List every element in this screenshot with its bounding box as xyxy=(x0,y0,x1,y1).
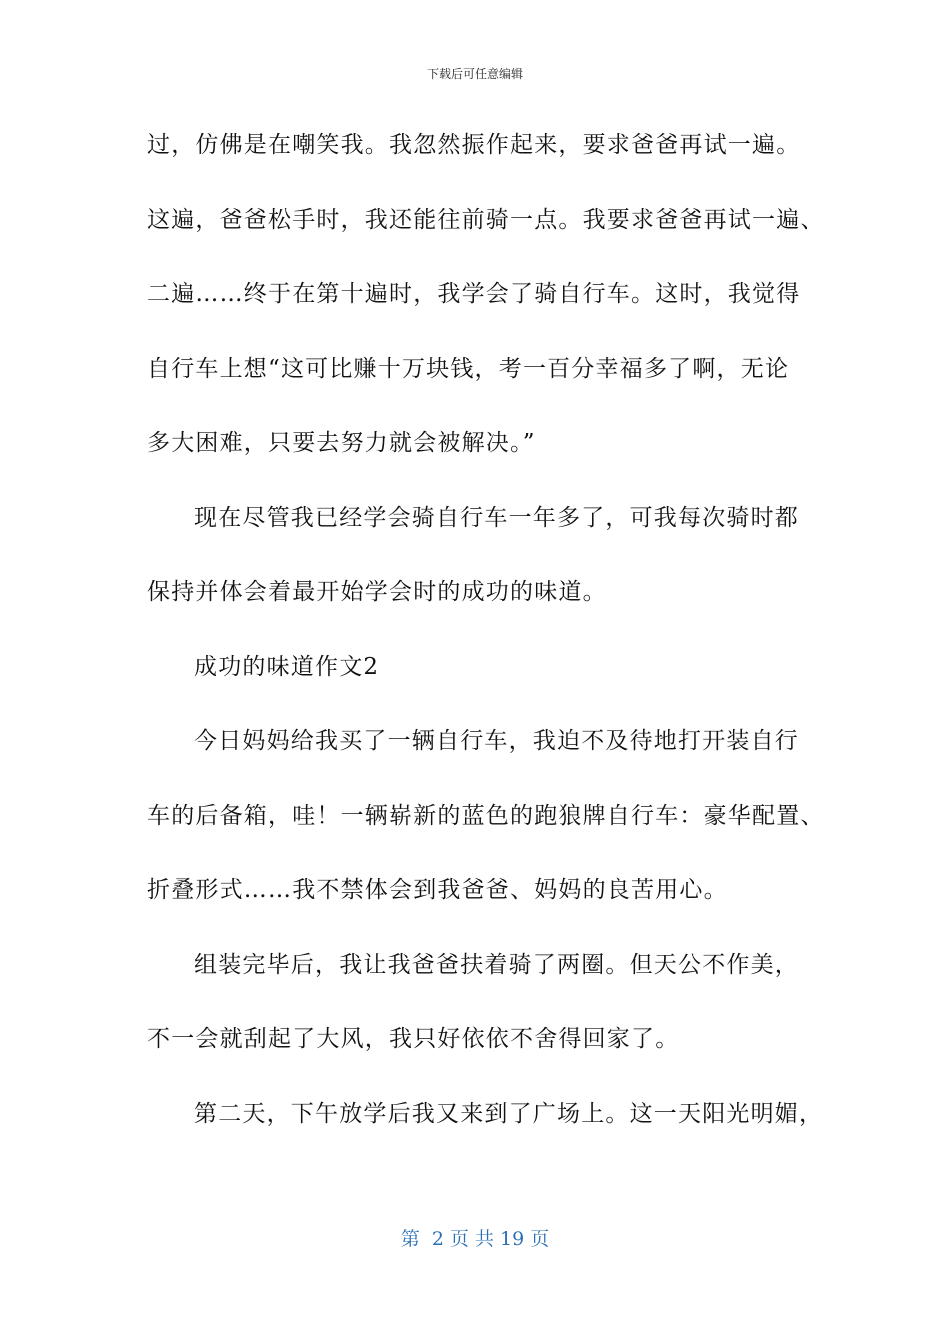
paragraph-start-line: 第二天，下午放学后我又来到了广场上。这一天阳光明媚， xyxy=(194,1100,824,1127)
text-line: 不一会就刮起了大风，我只好依依不舍得回家了。 xyxy=(147,1026,680,1052)
text-line: 多大困难，只要去努力就会被解决。” xyxy=(147,430,536,456)
paragraph-start-line: 组装完毕后，我让我爸爸扶着骑了两圈。但天公不作美， xyxy=(194,951,799,978)
page-header: 下载后可任意编辑 xyxy=(426,67,523,81)
paragraph-start-line: 现在尽管我已经学会骑自行车一年多了，可我每次骑时都 xyxy=(194,504,799,531)
text-line: 过，仿佛是在嘲笑我。我忽然振作起来，要求爸爸再试一遍。 xyxy=(147,132,801,158)
text-line: 折叠形式……我不禁体会到我爸爸、妈妈的良苦用心。 xyxy=(147,877,728,903)
text-line: 自行车上想“这可比赚十万块钱，考一百分幸福多了啊，无论 xyxy=(147,355,790,382)
document-body xyxy=(147,126,825,1169)
text-line: 这遍，爸爸松手时，我还能往前骑一点。我要求爸爸再试一遍、 xyxy=(147,206,825,233)
section-heading: 成功的味道作文2 xyxy=(194,653,380,680)
page-number-footer: 第 2 页 共 19 页 xyxy=(400,1228,550,1250)
paragraph-start-line: 今日妈妈给我买了一辆自行车，我迫不及待地打开装自行 xyxy=(194,728,799,754)
text-line: 车的后备箱，哇！一辆崭新的蓝色的跑狼牌自行车：豪华配置、 xyxy=(147,802,825,829)
text-line: 保持并体会着最开始学会时的成功的味道。 xyxy=(147,579,607,605)
text-line: 二遍……终于在第十遍时，我学会了骑自行车。这时，我觉得 xyxy=(147,281,801,307)
